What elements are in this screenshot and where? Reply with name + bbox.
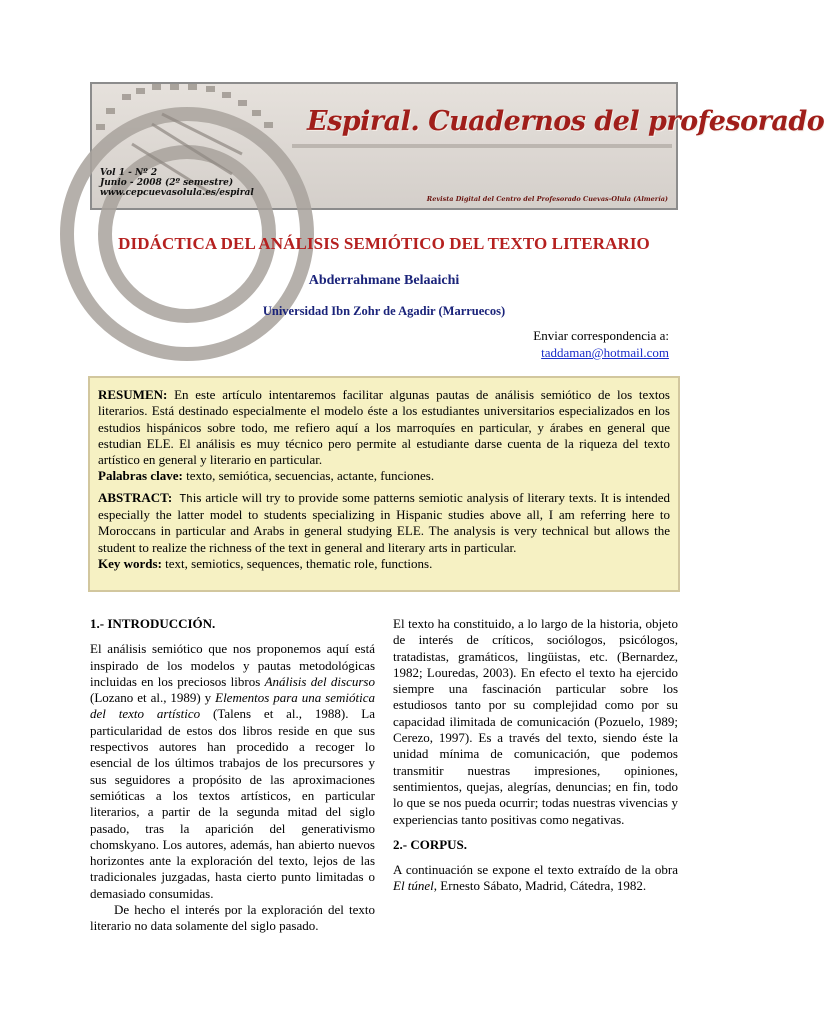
- palabras-clave-label: Palabras clave:: [98, 468, 183, 484]
- corpus-paragraph: [393, 862, 678, 895]
- intro-text-a: El análisis semiótico que nos proponemos aquí está inspirado de los modelos y pautas metodológicas incluidas en los preciosos libros: [90, 641, 375, 689]
- book-title-el-tunel: El túnel: [393, 878, 434, 894]
- issue-date: Junio - 2008 (2º semestre): [100, 178, 234, 188]
- book-title-analisis: Análisis del discurso: [264, 673, 375, 689]
- abstract-text: is article will try to provide some patterns semiotic analysis of literary texts. It is intended especially the latter model to students specializing in Hispanic studies above all, I am referring here to Moroccans in particular and Arabs in general studying ELE. The analysis is very technical but allows the student to realize the richness of the text in general and literary arts in particular.: [98, 489, 670, 555]
- email-link[interactable]: taddaman@hotmail.com: [541, 345, 669, 360]
- author-affiliation: Universidad Ibn Zohr de Agadir (Marruecos): [262, 304, 506, 318]
- keywords-text: text, semiotics, sequences, thematic role, functions.: [161, 555, 433, 571]
- resumen-label: RESUMEN:: [98, 387, 168, 402]
- abstract-mono-fragment: Th: [172, 491, 193, 505]
- journal-title: Espiral. Cuadernos del profesorado: [307, 106, 824, 137]
- abstract-paragraph: [98, 490, 670, 556]
- section-heading-introduccion: 1.- INTRODUCCIÓN.: [90, 616, 216, 631]
- volume-number: Vol 1 - Nº 2: [100, 168, 158, 178]
- section-heading-corpus: 2.- CORPUS.: [393, 836, 468, 852]
- corpus-text-b: , Ernesto Sábato, Madrid, Cátedra, 1982.: [433, 878, 647, 894]
- right-column: [393, 616, 678, 895]
- correspondence-label: Enviar correspondencia a:: [533, 328, 669, 343]
- texto-paragraph: El texto ha constituido, a lo largo de la historia, objeto de interés de críticos, sociólogos, psicólogos, tratadistas, gramáticos, lingüistas, etc. (Bernardez, 1982; Louredas, 2003). En efecto el texto ha ejercido siempre una fascinación particular sobre los estudiosos tanto por su complejidad como por su capacidad ilimitada de comunicación (Pozuelo, 1989; Cerezo, 1997). Es a través del texto, siendo éste la unidad mínima de comunicación, que podemos transmitir nuestras impresiones, opiniones, sentimientos, quejas, alegrías, denuncias; en fin, todo lo que se nos pueda ocurrir; todas nuestras vivencias y experiencias tanto positivas como negativas.: [393, 616, 678, 827]
- keywords-paragraph: [98, 556, 670, 572]
- abstract-box: [88, 376, 680, 592]
- publisher-line: Revista Digital del Centro del Profesorado Cuevas-Olula (Almería): [426, 195, 668, 203]
- correspondence: [533, 327, 669, 361]
- article-title: DIDÁCTICA DEL ANÁLISIS SEMIÓTICO DEL TEXTO LITERARIO: [118, 234, 650, 253]
- book-title-elementos: Elementos para una semiótica del texto artístico: [90, 690, 375, 722]
- palabras-clave-text: texto, semiótica, secuencias, actante, funciones.: [182, 468, 435, 484]
- abstract-label: ABSTRACT:: [98, 489, 173, 505]
- issue-info: [100, 168, 254, 198]
- intro-text-c: (Talens et al., 1988). La particularidad de estos dos libros reside en que sus respectivos autores han procedido a recoger lo esencial de los últimos trabajos de los precursores y sus seguidores a propósito de las aproximaciones semióticas a los textos artísticos, en particular literarios, a partir de la segunda mitad del siglo pasado, tras la aparición del generativismo chomskyano. Los autores, además, han abierto nuevos horizontes ante la exploración del texto, lejos de las tradicionales juzgadas, hasta cierto punto limitadas o demasiado consumidas.: [90, 706, 375, 901]
- intro-text-b: (Lozano et al., 1989) y: [90, 690, 216, 706]
- article-author: Abderrahmane Belaaichi: [308, 273, 460, 288]
- keywords-label: Key words:: [98, 555, 162, 571]
- resumen-text: En este artículo intentaremos facilitar algunas pautas de análisis semiótico de los textos literarios. Está destinado especialmente el modelo éste a los estudiantes universitarios especializados en los estudios hispánicos sobre todo, me refiero aquí a los marroquíes en particular, y árabes en general que estudian ELE. El análisis es muy técnico pero permite al estudiante darse cuenta de la riqueza del texto artístico en general y literario en particular.: [98, 387, 670, 468]
- intro-paragraph-1: [90, 641, 375, 902]
- journal-url: www.cepcuevasolula.es/espiral: [100, 188, 254, 198]
- intro-paragraph-2: De hecho el interés por la exploración del texto literario no data solamente del siglo pasado.: [90, 902, 375, 934]
- resumen-paragraph: [98, 387, 670, 468]
- palabras-clave-paragraph: [98, 468, 670, 484]
- left-column: [90, 616, 375, 935]
- journal-banner: [90, 82, 824, 210]
- corpus-text-a: A continuación se expone el texto extraído de la obra: [393, 862, 678, 878]
